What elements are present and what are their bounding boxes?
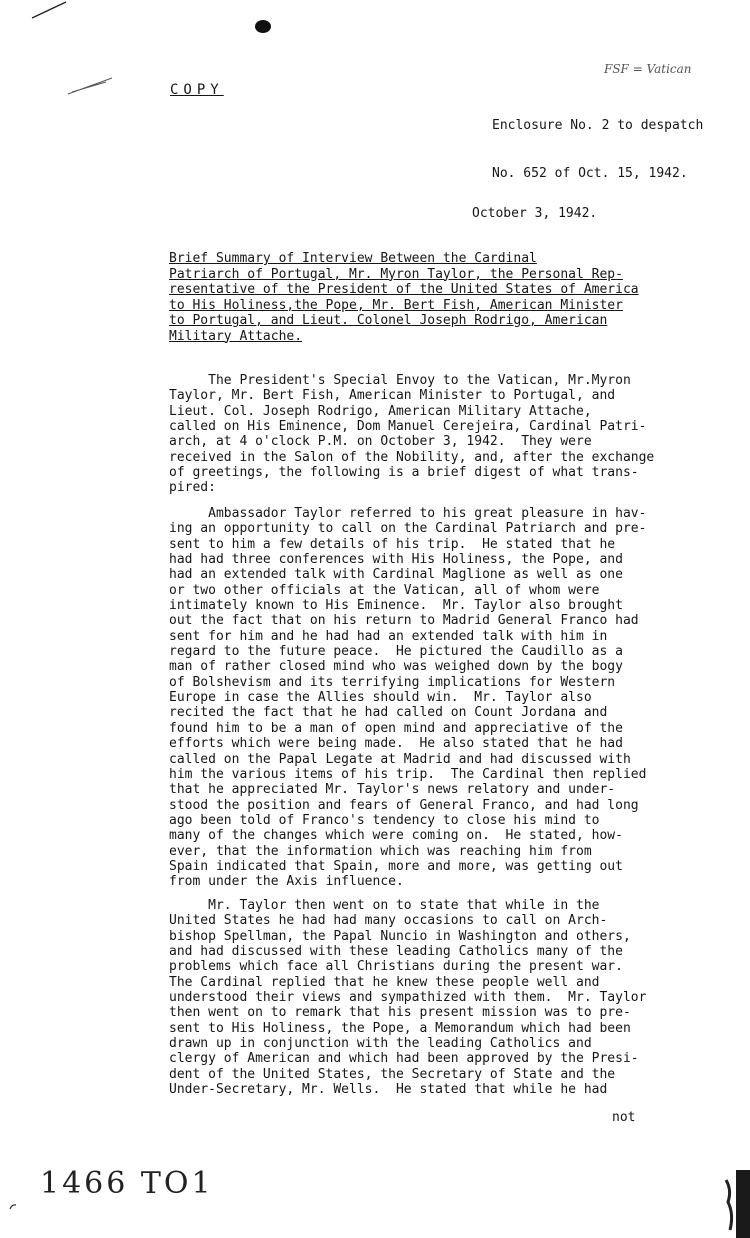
summary-title: Brief Summary of Interview Between the Cardinal Patriarch of Portugal, Mr. Myron Taylor, the Personal Rep- resentative of the President of the United States of America to His Holiness,the Pope, Mr. Bert Fish, American Minister to Portugal, and Lieut. Colonel Joseph Rodrigo, American Military Attache. <box>169 251 639 344</box>
enclosure-line-2: No. 652 of Oct. 15, 1942. <box>492 166 688 181</box>
paragraph-2: Ambassador Taylor referred to his great pleasure in hav- ing an opportunity to call on the Cardinal Patriarch and pre- sent to him a few details of his trip. He stated that he had had three conferences with His Holiness, the Pope, and had an extended talk with Cardinal Maglione as well as one or two other officials at the Vatican, all of whom were intimately known to His Eminence. Mr. Taylor also brought out the fact that on his return to Madrid General Franco had sent for him and he had had an extended talk with him in regard to the future peace. He pictured the Caudillo as a man of rather closed mind who was weighed down by the bogy of Bolshevism and its terrifying implications for Western Europe in case the Allies should win. Mr. Taylor also recited the fact that he had called on Count Jordana and found him to be a man of open mind and appreciative of the efforts which were being made. He also stated that he had called on the Papal Legate at Madrid and had discussed with him the various items of his trip. The Cardinal then replied that he appreciated Mr. Taylor's news relatory and under- stood the position and fears of General Franco, and had long ago been told of Franco's tendency to close his mind to many of the changes which were coming on. He stated, how- ever, that the information which was reaching him from Spain indicated that Spain, more and more, was getting out from under the Axis influence. <box>169 506 647 890</box>
handwritten-file-number: 1466 TO1 <box>40 1166 214 1201</box>
margin-tick-icon <box>8 1203 18 1211</box>
corner-pen-mark-icon <box>30 0 68 22</box>
enclosure-line-1: Enclosure No. 2 to despatch <box>492 118 704 133</box>
paragraph-1: The President's Special Envoy to the Vatican, Mr.Myron Taylor, Mr. Bert Fish, American Minister to Portugal, and Lieut. Col. Joseph Rodrigo, American Military Attache, called on His Eminence, Dom Manuel Cerejeira, Cardinal Patri- arch, at 4 o'clock P.M. on October 3, 1942. They were received in the Salon of the Nobility, and, after the exchange of greetings, the following is a brief digest of what trans- pired: <box>169 373 655 496</box>
punch-hole-mark <box>255 20 271 33</box>
scan-edge-mark <box>712 1140 750 1238</box>
copy-label: COPY <box>170 82 224 98</box>
paragraph-3: Mr. Taylor then went on to state that while in the United States he had had many occasions to call on Arch- bishop Spellman, the Papal Nuncio in Washington and others, and had discussed with these leading Catholics many of the problems which face all Christians during the present war. The Cardinal replied that he knew these people well and understood their views and sympathized with them. Mr. Taylor then went on to remark that his present mission was to pre- sent to His Holiness, the Pope, a Memorandum which had been drawn up in conjunction with the leading Catholics and clergy of American and which had been approved by the Presi- dent of the United States, the Secretary of State and the Under-Secretary, Mr. Wells. He stated that while he had <box>169 898 647 1098</box>
margin-squiggle-icon <box>66 74 114 96</box>
document-date: October 3, 1942. <box>472 206 598 221</box>
pencil-annotation: FSF = Vatican <box>604 62 692 76</box>
enclosure-reference <box>492 86 703 214</box>
continuation-word: not <box>612 1110 636 1125</box>
